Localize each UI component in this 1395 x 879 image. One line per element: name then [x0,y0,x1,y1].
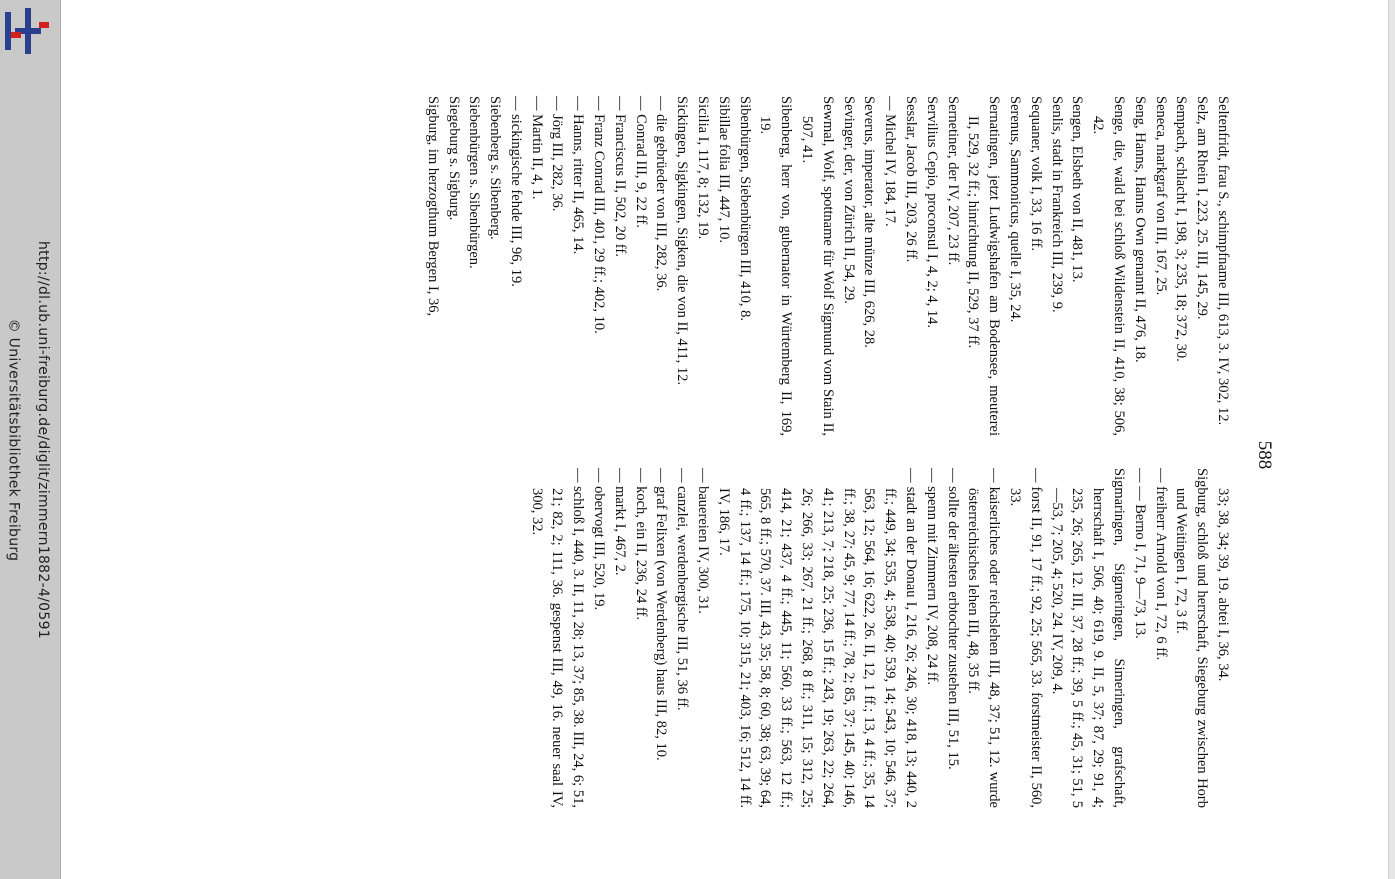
index-entry: — schloß I, 440, 3. II, 11, 28; 13, 37; 85, 38. III, 24, 6; 51, 21; 82, 2; 111, 36. gespenst III, 49, 16. neuer saal IV, 300, 32. [528,468,587,808]
index-entry: Sequaner, volk I, 33, 16 ff. [1027,96,1044,251]
index-entry: Siegeburg s. Sigburg. [445,96,462,221]
index-entry: — spenn mit Zimmern IV, 208, 24 ff. [923,468,940,685]
viewer-copyright-text: © Universitätsbibliothek Freiburg [5,318,22,561]
index-entry: — markt I, 467, 2. [611,468,628,576]
index-entry: Siebenberg s. Sibenberg. [487,96,504,240]
index-entry: Seng, Hanns, Hanns Own genannt II, 476, 18. [1131,96,1148,363]
index-entry: Servilius Cepio, proconsul I, 4, 2; 4, 14. [923,96,940,328]
index-entry: — sollte der ältesten erbtochter zustehen III, 51, 15. [944,468,961,770]
index-entry: Severus, imperator, alte münze III, 626, 28. [861,96,878,348]
viewer-copyright [4,0,22,879]
page-number: 588 [1254,440,1275,470]
viewer-sidebar [0,0,61,879]
index-entry: — freiherr Arnold von I, 72, 6 ff. [1152,468,1169,661]
index-entry: Sewmal, Wolf, spottname für Wolf Sigmund vom Stain II, 507, 41. [799,96,836,436]
viewer-edge-strip [1388,0,1395,879]
index-entry: — Martin II, 4, 1. [528,96,545,200]
index-entry: — Franz Conrad III, 401, 29 ff.; 402, 10. [591,96,608,334]
index-entry: — stadt an der Donau I, 216, 26; 246, 30; 418, 13; 440, 2 ff.; 449, 34; 535, 4; 538, 40; 539, 14; 543, 10; 546, 37; 563, 12; 564, 16; 622, 26. II, 12, 1 ff.; 13, 4 ff.; 35, 14 ff.; 38, 27; 45, 9; 77, 14 ff.; 78, 2; 85, 37; 145, 40; 146, 41; 213, 7; 218, 25; 236, 15 ff.; 243, 19; 263, 22; 264, 26; 266, 33; 267, 21 ff.; 268, 8 ff.; 311, 15; 312, 25; 414, 21; 437, 4 ff.; 445, 11; 560, 33 ff.; 563, 12 ff.; 565, 8 ff.; 570, 37. III, 43, 35; 58, 8; 60, 38; 63, 39; 64, 4 ff.; 137, 14 ff.; 175, 10; 315, 21; 403, 16; 512, 14 ff. IV, 186, 17. [715,468,920,808]
index-entry: Sibenberg, herr von, gubernator in Würtemberg II, 169, 19. [757,96,795,436]
index-entry: — graf Felixen (von Werdenberg) haus III, 82, 10. [653,468,670,761]
index-entry: Sigburg, im herzogthum Bergen I, 36, [424,96,441,317]
index-entry: Sevinger, der, von Zürich II, 54, 29. [840,96,857,304]
index-entry: Sigburg, schloß und herrschaft, Siegeburg zwischen Horb und Weitingen I, 72, 3 ff. [1173,468,1211,808]
index-entry: — bauereien IV, 300, 31. [695,468,712,614]
index-entry: Senge, die, wald bei schloß Wildenstein II, 410, 38; 506, 42. [1090,96,1128,436]
index-entry: Sernatingen, jetzt Ludwigshafen am Bodensee, meuterei II, 529, 32 ff.; hinrichtung II, 529, 37 ff. [965,96,1003,436]
index-entry: — Jörg III, 282, 36. [549,96,566,212]
index-entry: Siebenbürgen s. Sibenbürgen. [466,96,483,269]
index-entry: Seltenfridt, frau S., schimpfname III, 613, 3. IV, 302, 12. [1215,96,1231,426]
book-page [195,90,1295,820]
index-entry: Sesslar, Jacob III, 203, 26 ff. [903,96,920,263]
index-entry: — Conrad III, 9, 22 ff. [632,96,649,228]
index-entry: Sicilia I, 117, 8; 132, 19. [695,96,712,240]
index-entry: Sengen, Elsbeth von II, 481, 13. [1069,96,1086,283]
index-entry: — Michel IV, 184, 17. [882,96,899,227]
index-entry: Sernetiner, der IV, 207, 23 ff. [944,96,961,266]
index-entry: — kaiserliches oder reichslehen III, 48, 37; 51, 12. wurde österreichisches lehen III, 48, 35 ff. [965,468,1003,808]
index-entry: — forst II, 91, 17 ff.; 92, 25; 565, 33. forstmeister II, 560, 33. [1007,468,1044,808]
index-entry: Sigmaringen, Sigmeringen, Simeringen, grafschaft, herrschaft I, 506, 40; 619, 9. II, 5, 37; 87, 29; 91, 4; 235, 26; 265, 12. III, 37, 28 ff.; 39, 5 ff.; 45, 31; 51, 5—53, 7; 205, 4; 520, 24. IV, 209, 4. [1048,468,1128,808]
viewer-url-text: http://dl.ub.uni-freiburg.de/diglit/zimmern1882-4/0591 [35,240,52,639]
index-entry: Seneca, markgraf von III, 167, 25. [1152,96,1169,296]
index-entry: — canzlei, werdenbergische III, 51, 36 ff. [674,468,691,711]
index-column-right [526,468,1233,808]
index-entry: Serenus, Sammonicus, quelle I, 35, 24. [1007,96,1024,323]
index-entry: — die gebrüeder von III, 282, 36. [653,96,670,292]
index-entry: Senlis, stadt in Frankreich III, 239, 9. [1048,96,1065,313]
index-entry: — Hanns, ritter II, 465, 14. [570,96,587,255]
scanned-page-area [195,90,1295,870]
viewer-url[interactable] [34,0,52,879]
index-entry: Sempach, schlacht I, 198, 3; 235, 18; 372, 30. [1173,96,1190,362]
index-entry: — koch, ein II, 236, 24 ff. [632,468,649,620]
index-entry: — Franciscus II, 502, 20 ff. [611,96,628,257]
index-entry: — — Berno I, 71, 9—73, 13. [1131,468,1148,639]
index-entry: Sibenbürgen, Siebenbürgen III, 410, 8. [736,96,753,321]
index-entry: — sickingische fehde III, 96, 19. [507,96,524,287]
index-entry: Sibillae folia III, 447, 10. [715,96,732,243]
index-entry: — obervogt III, 520, 19. [591,468,608,611]
index-entry: 33; 38, 34; 39, 19. abtei I, 36, 34. [1215,488,1231,682]
index-entry: Sickingen, Sigkingen, Sigken, die von II, 411, 12. [674,96,691,386]
index-entry: Selz, am Rhein I, 223, 25. III, 145, 29. [1194,96,1211,320]
index-column-left [422,96,1233,436]
